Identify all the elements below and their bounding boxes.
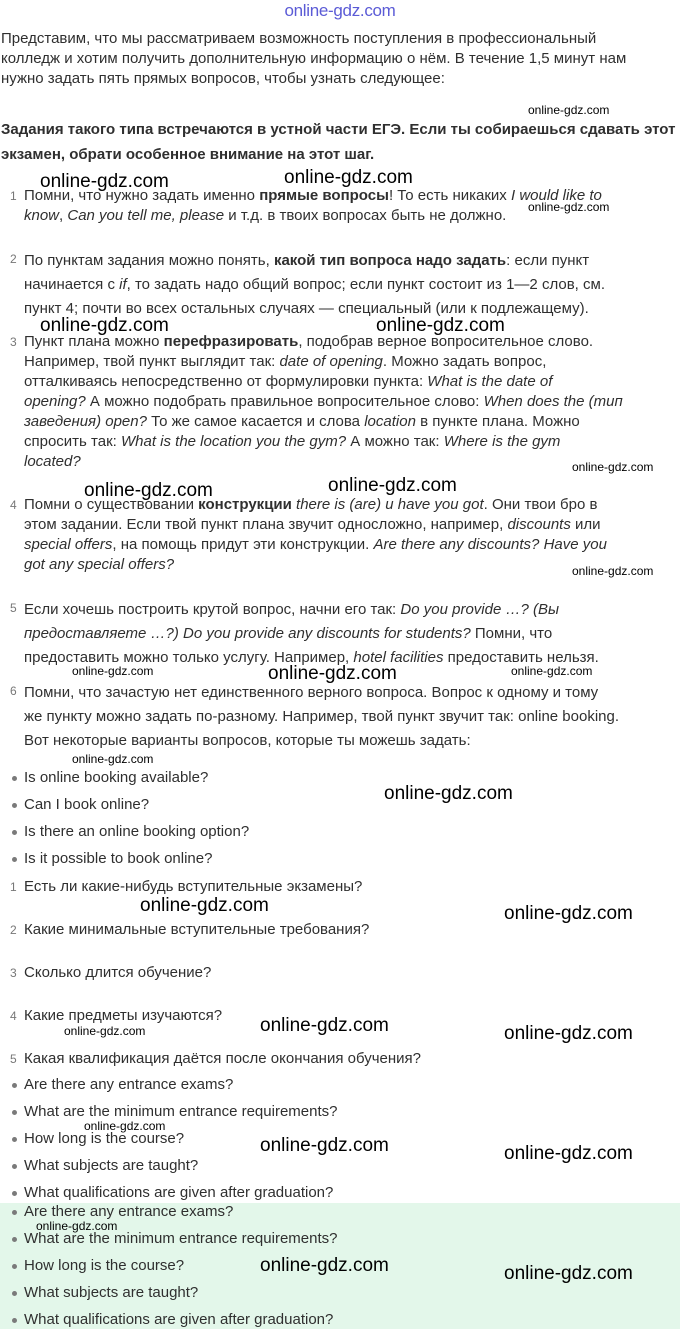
tip-segment: . Можно задать вопрос, [382, 353, 547, 370]
bullet-dot [12, 1210, 17, 1215]
intro-line: Представим, что мы рассматриваем возможность поступления в профессиональный [1, 30, 597, 47]
tip-segment: По пунктам задания можно понять, [24, 252, 274, 269]
example-question: Is there an online booking option? [24, 823, 250, 840]
tip-segment: , то задать надо общий вопрос; если пункт состоит из 1—2 слов, см. [126, 276, 605, 293]
bullet-dot [12, 1083, 17, 1088]
watermark: online-gdz.com [328, 475, 457, 496]
tip-line [24, 622, 676, 646]
tip-segment: прямые вопросы [259, 187, 389, 204]
watermark: online-gdz.com [64, 1024, 146, 1038]
note-line: экзамен, обрати особенное внимание на этот шаг. [1, 146, 375, 163]
tip-text [24, 249, 676, 321]
task-point-text: Какие минимальные вступительные требования? [24, 921, 370, 938]
answer-text: How long is the course? [24, 1257, 185, 1274]
tip-segment: : если пункт [506, 252, 590, 269]
watermark: online-gdz.com [572, 564, 654, 578]
tip-segment: Помни о существовании [24, 496, 199, 513]
example-question: Can I book online? [24, 796, 150, 813]
bullet-dot [12, 1110, 17, 1115]
tip-segment: , подобрав верное вопросительное слово. [298, 333, 594, 350]
tip-segment: этом задании. Если твой пункт плана звучит односложно, например, [24, 516, 508, 533]
bullet-dot [12, 1237, 17, 1242]
watermark: online-gdz.com [572, 460, 654, 474]
task-point-number: 4 [10, 1009, 17, 1023]
watermark: online-gdz.com [260, 1015, 389, 1036]
tip-segment: Помни, что нужно задать именно [24, 187, 260, 204]
tip-line [24, 372, 676, 392]
bullet-dot [12, 830, 17, 835]
tip-line [24, 432, 676, 452]
watermark: online-gdz.com [260, 1135, 389, 1156]
watermark: online-gdz.com [504, 1263, 633, 1284]
task-point-number: 1 [10, 880, 17, 894]
watermark: online-gdz.com [384, 783, 513, 804]
site-header-watermark: online-gdz.com [284, 1, 396, 20]
tip-segment: или [570, 516, 601, 533]
tip-line [24, 273, 676, 297]
tip-text [24, 332, 676, 472]
tip-segment: То же самое касается и слова [146, 413, 365, 430]
question-text: What are the minimum entrance requirements? [24, 1103, 338, 1120]
tip-segment: Вот некоторые варианты вопросов, которые ты можешь задать: [24, 732, 471, 749]
task-point-text: Какие предметы изучаются? [24, 1007, 223, 1024]
watermark: online-gdz.com [504, 903, 633, 924]
tip-segment: opening? [24, 393, 86, 410]
tip-segment: какой тип вопроса надо задать [273, 252, 507, 269]
answer-text: What subjects are taught? [24, 1284, 199, 1301]
tip-segment: , [59, 207, 68, 224]
tip-segment: ! То есть никаких [388, 187, 511, 204]
example-question: Is online booking available? [24, 769, 209, 786]
tip-line [24, 535, 676, 555]
watermark: online-gdz.com [140, 895, 269, 916]
bullet-dot [12, 1264, 17, 1269]
tip-number: 4 [10, 498, 17, 512]
tip-number: 1 [10, 189, 17, 203]
tip-segment: Если хочешь построить крутой вопрос, начни его так: [24, 601, 401, 618]
exam-note [1, 117, 677, 167]
tip-segment: What is the location you the gym? [120, 433, 347, 450]
tip-segment: предоставить можно только услугу. Например, [24, 649, 354, 666]
watermark: online-gdz.com [528, 103, 610, 117]
tip-line [24, 352, 676, 372]
tip-segment: А можно так: [346, 433, 444, 450]
watermark: online-gdz.com [504, 1023, 633, 1044]
tip-segment: hotel facilities [353, 649, 444, 666]
tip-segment: спросить так: [24, 433, 121, 450]
tip-line [24, 598, 676, 622]
watermark: online-gdz.com [40, 315, 169, 336]
tip-line [24, 392, 676, 412]
tip-segment: , на помощь придут эти конструкции. [112, 536, 374, 553]
tip-number: 5 [10, 601, 17, 615]
bullet-dot [12, 1191, 17, 1196]
tip-segment: location [364, 413, 416, 430]
tip-line [24, 412, 676, 432]
tip-segment: got any special offers? [24, 556, 175, 573]
tip-segment: в пункте плана. Можно [415, 413, 580, 430]
task-point-text: Какая квалификация даётся после окончания обучения? [24, 1050, 422, 1067]
task-point-number: 3 [10, 966, 17, 980]
watermark: online-gdz.com [72, 752, 154, 766]
watermark: online-gdz.com [84, 1119, 166, 1133]
note-line: Задания такого типа встречаются в устной части ЕГЭ. Если ты собираешься сдавать этот [1, 121, 676, 138]
tip-segment: отталкиваясь непосредственно от формулировки пункта: [24, 373, 428, 390]
watermark: online-gdz.com [72, 664, 154, 678]
tip-segment: пункт 4; почти во всех остальных случаях — специальный (или к подлежащему). [24, 300, 589, 317]
watermark: online-gdz.com [268, 663, 397, 684]
task-point-number: 2 [10, 923, 17, 937]
bullet-dot [12, 857, 17, 862]
tip-segment: Например, твой пункт выглядит так: [24, 353, 280, 370]
tip-segment: if [119, 276, 127, 293]
watermark: online-gdz.com [376, 315, 505, 336]
watermark: online-gdz.com [260, 1255, 389, 1276]
task-point-number: 5 [10, 1052, 17, 1066]
bullet-dot [12, 1164, 17, 1169]
watermark: online-gdz.com [504, 1143, 633, 1164]
question-text: What subjects are taught? [24, 1157, 199, 1174]
tip-text [24, 681, 676, 753]
answer-text: What are the minimum entrance requirements? [24, 1230, 338, 1247]
tip-segment: предоставить нельзя. [443, 649, 599, 666]
tip-number: 2 [10, 252, 17, 266]
watermark: online-gdz.com [84, 480, 213, 501]
task-point-text: Есть ли какие-нибудь вступительные экзамены? [24, 878, 363, 895]
tip-segment: Do you provide …? (Вы [400, 601, 560, 618]
tip-segment: What is the date of [427, 373, 553, 390]
tip-segment: перефразировать [163, 333, 299, 350]
tip-segment: I would like to [510, 187, 602, 204]
tip-segment: и т.д. в твоих вопросах быть не должно. [224, 207, 507, 224]
tip-number: 6 [10, 684, 17, 698]
tip-segment: Are there any discounts? Have you [373, 536, 607, 553]
tip-segment: Помни, что [470, 625, 553, 642]
bullet-dot [12, 776, 17, 781]
intro-paragraph [1, 29, 677, 89]
tip-segment: начинается с [24, 276, 120, 293]
watermark: online-gdz.com [284, 167, 413, 188]
question-text: What qualifications are given after graduation? [24, 1184, 334, 1201]
tip-segment: located? [24, 453, 81, 470]
tip-segment: date of opening [279, 353, 383, 370]
task-point-text: Сколько длится обучение? [24, 964, 212, 981]
tip-segment: Пункт плана можно [24, 333, 164, 350]
intro-line: колледж и хотим получить дополнительную информацию о нём. В течение 1,5 минут нам [1, 50, 627, 67]
tip-segment: Can you tell me, please [67, 207, 225, 224]
bullet-dot [12, 1318, 17, 1323]
tip-segment: А можно подобрать правильное вопросительное слово: [85, 393, 484, 410]
question-text: How long is the course? [24, 1130, 185, 1147]
tip-segment: . Они твои бро в [483, 496, 598, 513]
bullet-dot [12, 803, 17, 808]
tip-line [24, 515, 676, 535]
tip-line [24, 729, 676, 753]
tip-segment: же пункту можно задать по-разному. Например, твой пункт звучит так: online booking. [24, 708, 620, 725]
tip-segment: заведения) open? [24, 413, 147, 430]
tip-text [24, 495, 676, 575]
tip-segment: special offers [24, 536, 113, 553]
tip-segment: know [24, 207, 60, 224]
tip-line [24, 249, 676, 273]
watermark: online-gdz.com [36, 1219, 118, 1233]
bullet-dot [12, 1137, 17, 1142]
answer-text: What qualifications are given after graduation? [24, 1311, 334, 1328]
answer-text: Are there any entrance exams? [24, 1203, 234, 1220]
bullet-dot [12, 1291, 17, 1296]
intro-line: нужно задать пять прямых вопросов, чтобы узнать следующее: [1, 70, 445, 87]
tip-number: 3 [10, 335, 17, 349]
tip-text [24, 598, 676, 670]
question-text: Are there any entrance exams? [24, 1076, 234, 1093]
tip-segment: discounts [507, 516, 571, 533]
tip-segment: there is (are) и have you got [296, 496, 484, 513]
tip-segment: предоставляете …?) Do you provide any discounts for students? [24, 625, 471, 642]
tip-line [24, 705, 676, 729]
watermark: online-gdz.com [511, 664, 593, 678]
watermark: online-gdz.com [40, 171, 169, 192]
tip-segment: Помни, что зачастую нет единственного верного вопроса. Вопрос к одному и тому [24, 684, 599, 701]
example-question: Is it possible to book online? [24, 850, 213, 867]
tip-segment: Where is the gym [443, 433, 561, 450]
watermark: online-gdz.com [528, 200, 610, 214]
tip-segment: When does the (тип [483, 393, 623, 410]
tip-segment: конструкции [198, 496, 292, 513]
